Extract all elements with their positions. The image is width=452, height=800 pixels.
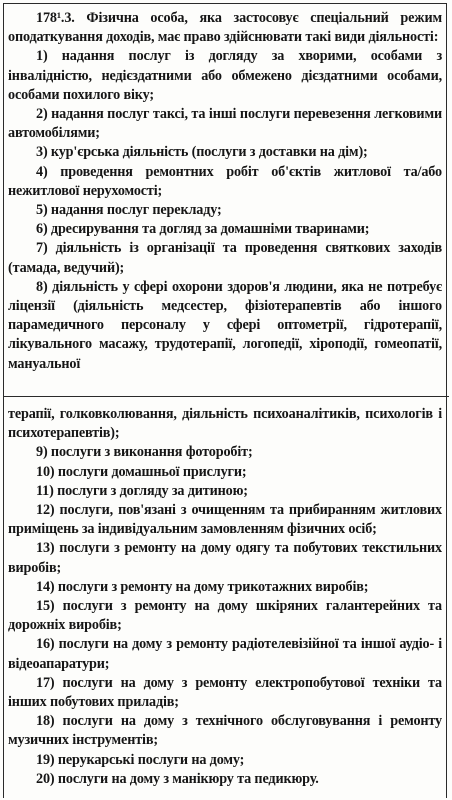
list-item-20: 20) послуги на дому з манікюру та педикюру. [36, 770, 319, 787]
list-item-1: 1) надання послуг із догляду за хворими, особами з інвалідністю, недієздатними або обмежено дієздатними особами, особами похилого віку; [8, 48, 442, 103]
list-item-3: 3) кур'єрська діяльність (послуги з доставки на дім); [36, 144, 368, 161]
list-item-12: 12) послуги, пов'язані з очищенням та прибиранням житлових приміщень за індивідуальним замовленням фізичних осіб; [8, 502, 442, 538]
list-item-8-part-2: терапії, голковколювання, діяльність психоаналітиків, психологів і психотерапевтів); [8, 406, 442, 442]
list-item-14: 14) послуги з ремонту на дому трикотажних виробів; [36, 578, 369, 595]
list-item-15: 15) послуги з ремонту на дому шкіряних галантерейних та дорожніх виробів; [8, 598, 442, 634]
list-item-2: 2) надання послуг таксі, та інші послуги перевезення легковими автомобілями; [8, 106, 442, 142]
list-item-8-part-1: 8) діяльність у сфері охорони здоров'я людини, яка не потребує ліцензії (діяльність медсестер, фізіотерапевтів або іншого парамедичного персоналу у сфері оптометрії, гідротерапії, лікувального масажу, трудотерапії, логопедії, хіроподії, гомеопатії, мануальної [8, 278, 442, 372]
list-item-16: 16) послуги на дому з ремонту радіотелевізійної та іншої аудіо- і відеоапаратури; [8, 636, 442, 672]
list-item-18: 18) послуги на дому з технічного обслуговування і ремонту музичних інструментів; [8, 713, 442, 749]
list-item-17: 17) послуги на дому з ремонту електропобутової техніки та інших побутових приладів; [8, 674, 442, 711]
list-item-4: 4) проведення ремонтних робіт об'єктів житлової та/або нежитлової нерухомості; [8, 163, 442, 199]
list-item-19: 19) перукарські послуги на дому; [36, 751, 245, 768]
document-lower-section [8, 405, 442, 789]
list-item-5: 5) надання послуг перекладу; [36, 202, 222, 219]
page-split-line [3, 396, 449, 397]
article-intro: 178¹.3. Фізична особа, яка застосовує спеціальний режим оподаткування доходів, має право здійснювати такі види діяльності: [8, 10, 442, 46]
document-upper-section [8, 9, 442, 374]
list-item-7: 7) діяльність із організації та проведення святкових заходів (тамада, ведучий); [8, 240, 442, 276]
list-item-6: 6) дресирування та догляд за домашніми тваринами; [36, 221, 370, 238]
list-item-13: 13) послуги з ремонту на дому одягу та побутових текстильних виробів; [8, 540, 442, 576]
list-item-10: 10) послуги домашньої прислуги; [36, 463, 247, 480]
list-item-9: 9) послуги з виконання фоторобіт; [36, 444, 253, 461]
list-item-11: 11) послуги з догляду за дитиною; [36, 482, 248, 499]
